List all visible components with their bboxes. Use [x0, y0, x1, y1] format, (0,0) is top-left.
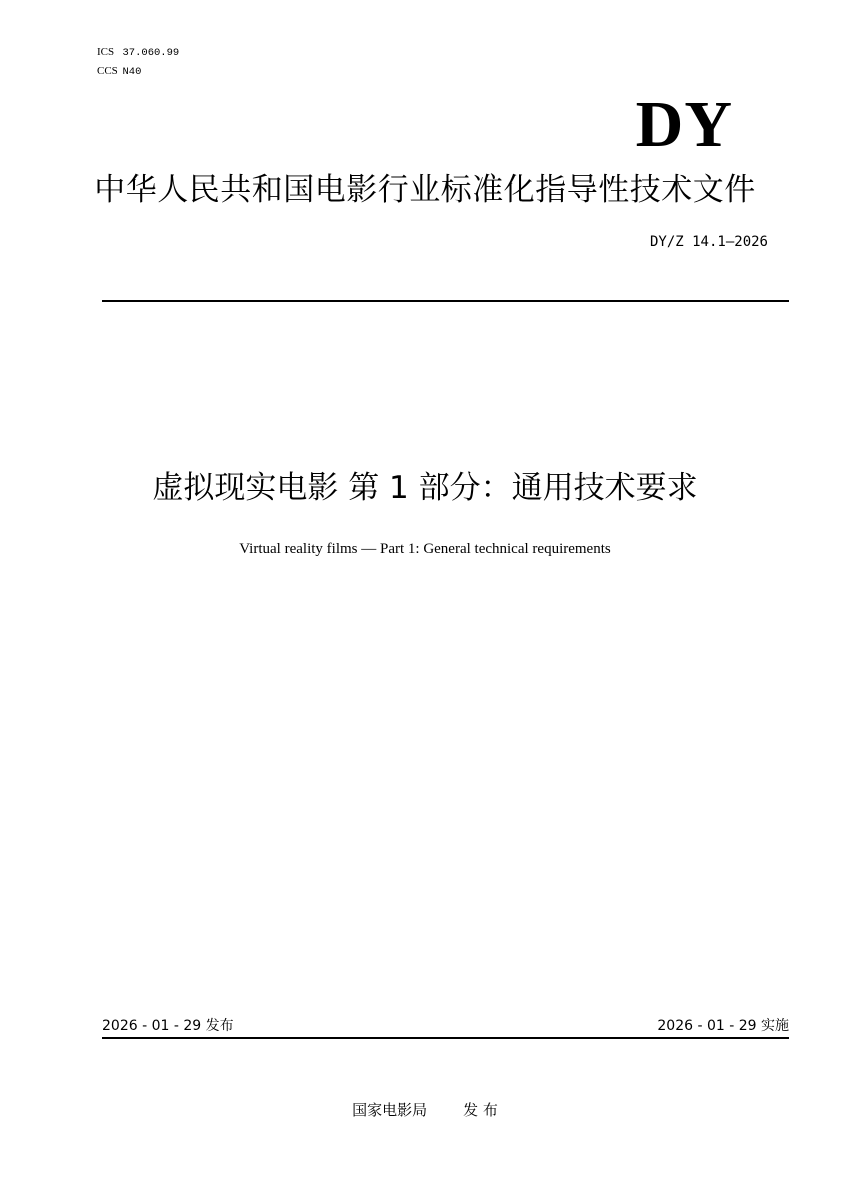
standard-category: 中华人民共和国电影行业标准化指导性技术文件: [94, 172, 756, 208]
ccs-label: CCS: [97, 65, 118, 77]
ics-value: 37.060.99: [122, 47, 180, 59]
standard-number: DY/Z 14.1—2026: [649, 234, 768, 250]
title-english: Virtual reality films — Part 1: General technical requirements: [239, 541, 611, 557]
doc-type-code: DY: [635, 88, 733, 161]
issuer-action: 发 布: [463, 1101, 498, 1119]
bottom-divider: [102, 1037, 789, 1039]
ccs-value: N40: [122, 66, 142, 78]
title-chinese: 虚拟现实电影 第 1 部分：通用技术要求: [152, 470, 698, 506]
ics-label: ICS: [97, 46, 115, 58]
issue-date: 2026 - 01 - 29 发布: [102, 1018, 234, 1034]
top-divider: [102, 300, 789, 302]
implementation-date: 2026 - 01 - 29 实施: [657, 1018, 789, 1034]
classification-codes: [97, 41, 179, 83]
issuer: [0, 1099, 850, 1121]
issuer-name: 国家电影局: [352, 1101, 428, 1119]
